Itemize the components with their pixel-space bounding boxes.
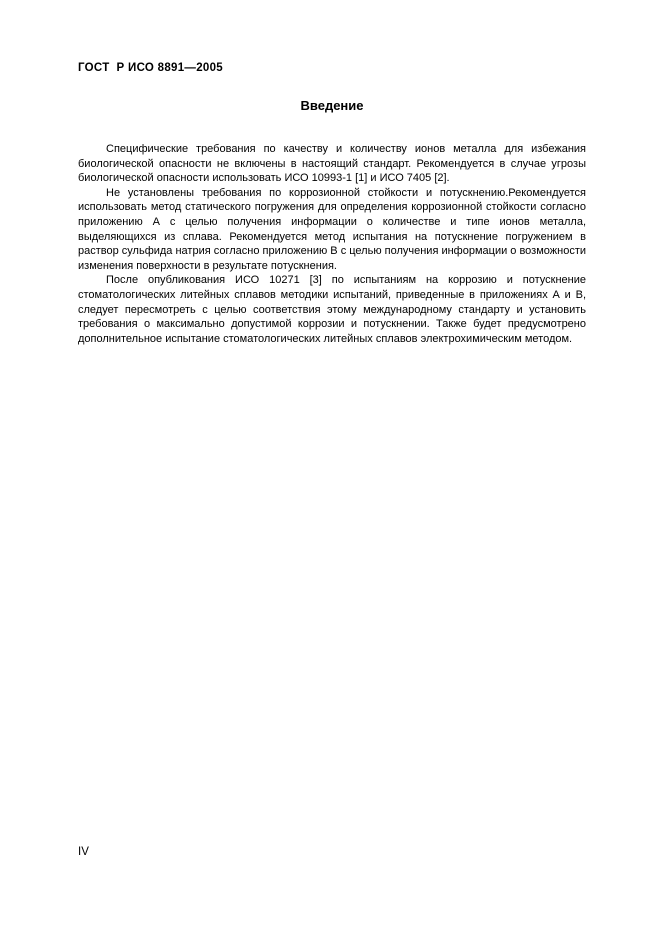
body-text [78, 142, 586, 346]
page-content [78, 62, 586, 346]
section-title: Введение [300, 98, 364, 113]
paragraph: После опубликования ИСО 10271 [3] по испытаниям на коррозию и потускнение стоматологических литейных сплавов методики испытаний, приведенные в приложениях А и В, следует пересмотреть с целью соответствия этому международному стандарту и установить требования о максимально допустимой коррозии и потускнении. Также будет предусмотрено дополнительное испытание стоматологических литейных сплавов электрохимическим методом. [78, 274, 586, 345]
document-number: ГОСТ Р ИСО 8891—2005 [78, 62, 224, 74]
paragraph: Не установлены требования по коррозионной стойкости и потускнению.Рекомендуется использовать метод статического погружения для определения коррозионной стойкости согласно приложению А с целью получения информации о количестве и типе ионов металла, выделяющихся из сплава. Рекомендуется метод испытания на потускнение погружением в раствор сульфида натрия согласно приложению В с целью получения информации о возможности изменения поверхности в результате потускнения. [78, 186, 587, 272]
page-number: IV [78, 846, 89, 858]
paragraph: Специфические требования по качеству и количеству ионов металла для избежания биологической опасности не включены в настоящий стандарт. Рекомендуется в случае угрозы биологической опасности использовать ИСО 10993-1 [1] и ИСО 7405 [2]. [78, 143, 586, 185]
